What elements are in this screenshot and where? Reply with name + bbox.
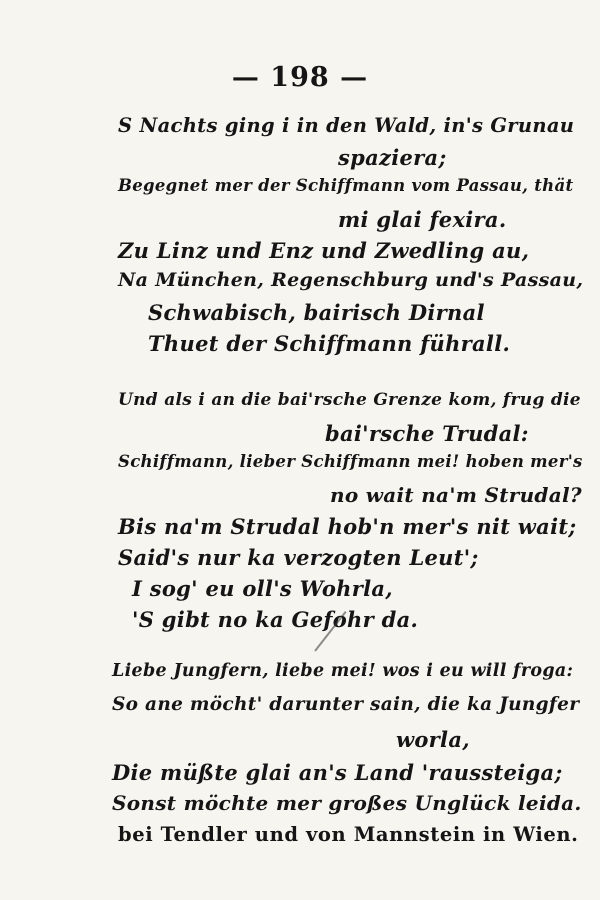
stanza-1-line-6: Na München, Regenschburg und's Passau,	[118, 269, 584, 291]
stanza-2-line-4: no wait na'm Strudal?	[330, 483, 582, 507]
stanza-2-line-3: Schiffmann, lieber Schiffmann mei! hoben mer's	[118, 452, 583, 471]
stanza-1-line-8: Thuet der Schiffmann führall.	[148, 331, 511, 356]
stanza-3-line-1: Liebe Jungfern, liebe mei! wos i eu will froga:	[112, 661, 574, 681]
stanza-2-line-2: bai'rsche Trudal:	[325, 421, 529, 446]
stanza-1-line-5: Zu Linz und Enz und Zwedling au,	[118, 238, 530, 263]
stanza-3-line-2: So ane möcht' darunter sain, die ka Jungfer	[112, 694, 580, 715]
stanza-2-line-7: I sog' eu oll's Wohrla,	[132, 576, 393, 601]
stanza-2-line-1: Und als i an die bai'rsche Grenze kom, frug die	[118, 390, 581, 410]
stanza-2-line-6: Said's nur ka verzogten Leut';	[118, 545, 479, 570]
stanza-3-line-4: Die müßte glai an's Land 'raussteiga;	[112, 760, 563, 785]
stanza-2-line-8: 'S gibt no ka Gefohr da.	[132, 607, 419, 632]
page-number: — 198 —	[231, 62, 369, 93]
stanza-1-line-1: S Nachts ging i in den Wald, in's Grunau	[118, 114, 575, 137]
stanza-1-line-7: Schwabisch, bairisch Dirnal	[148, 300, 485, 325]
stanza-2-line-5: Bis na'm Strudal hob'n mer's nit wait;	[118, 514, 577, 539]
printer-imprint: bei Tendler und von Mannstein in Wien.	[118, 823, 579, 846]
stanza-1-line-4: mi glai fexira.	[338, 207, 507, 232]
stanza-3-line-3: worla,	[396, 727, 470, 752]
stanza-1-line-3: Begegnet mer der Schiffmann vom Passau, thät	[118, 176, 574, 195]
stanza-3-line-5: Sonst möchte mer großes Unglück leida.	[112, 791, 582, 815]
stanza-1-line-2: spaziera;	[338, 145, 447, 170]
